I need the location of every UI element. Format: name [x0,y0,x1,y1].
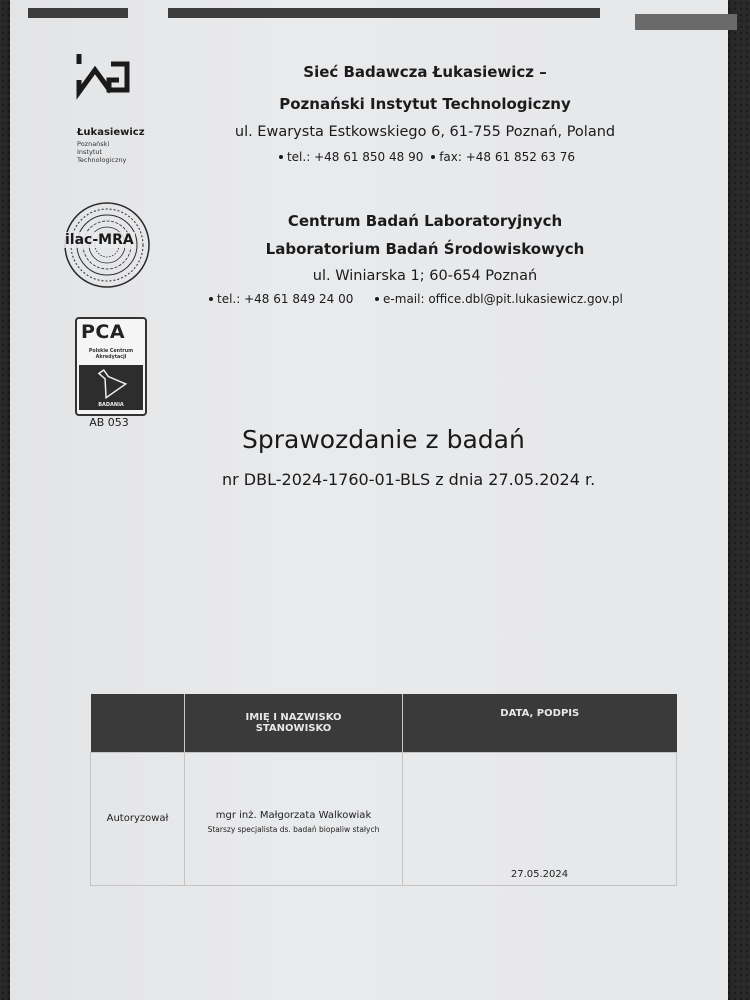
pca-logo [75,317,147,416]
page-top-mark [168,8,600,18]
cell-date-signature [403,753,677,886]
lab-name-line1: Centrum Badań Laboratoryjnych [287,212,563,230]
bullet-icon [279,155,283,159]
cell-role [91,753,185,886]
lukasiewicz-logo-name: Łukasiewicz [77,127,145,138]
org-name-line1: Sieć Badawcza Łukasiewicz – [303,63,547,81]
lab-address: ul. Winiarska 1; 60-654 Poznań [312,268,538,284]
authorization-table [90,694,677,886]
page-top-mark [635,14,737,30]
report-number: nr DBL-2024-1760-01-BLS z dnia 27.05.2024 r. [222,470,596,489]
page-top-mark [28,8,128,18]
lab-email: e-mail: office.dbl@pit.lukasiewicz.gov.pl [383,292,623,306]
document-page [10,0,728,1000]
org-address: ul. Ewarysta Estkowskiego 6, 61-755 Poznań, Poland [234,124,616,140]
flask-icon [79,365,143,399]
table-header-date-signature: DATA, PODPIS [403,694,677,753]
table-header-row [91,694,677,753]
table-header-empty [91,694,185,753]
lukasiewicz-logo-subtitle: Poznański Instytut Technologiczny [77,140,127,164]
org-name-line2: Poznański Instytut Technologiczny [279,95,571,113]
org-tel: tel.: +48 61 850 48 90 [286,150,424,164]
pca-title: PCA [81,321,126,343]
table-row [91,753,677,886]
person-position: Starszy specjalista ds. badań biopaliw stałych [207,825,380,834]
person-name: mgr inż. Małgorzata Walkowiak [215,810,372,821]
table-header-name-position: IMIĘ I NAZWISKO STANOWISKO [185,694,403,753]
role-label: Autoryzował [106,813,169,824]
signature-date: 27.05.2024 [510,869,569,880]
pca-subtitle: Polskie Centrum Akredytacji [88,349,134,360]
lab-tel: tel.: +48 61 849 24 00 [217,292,354,306]
ilac-mra-logo [62,200,152,290]
org-contact [170,150,680,164]
report-title: Sprawozdanie z badań [242,425,525,454]
bullet-icon [375,297,379,301]
bullet-icon [431,155,435,159]
lukasiewicz-logo-mark [65,52,155,124]
ilac-mra-text: ilac-MRA [65,232,134,248]
lab-contact [205,292,623,306]
org-fax: fax: +48 61 852 63 76 [439,150,576,164]
pca-accreditation-code: AB 053 [89,416,129,429]
lab-name-line2: Laboratorium Badań Środowiskowych [265,240,585,258]
pca-badge-area [79,365,143,410]
pca-badge-label: BADANIA [98,402,124,408]
bullet-icon [209,297,213,301]
lukasiewicz-logo [65,52,155,172]
cell-person [185,753,403,886]
